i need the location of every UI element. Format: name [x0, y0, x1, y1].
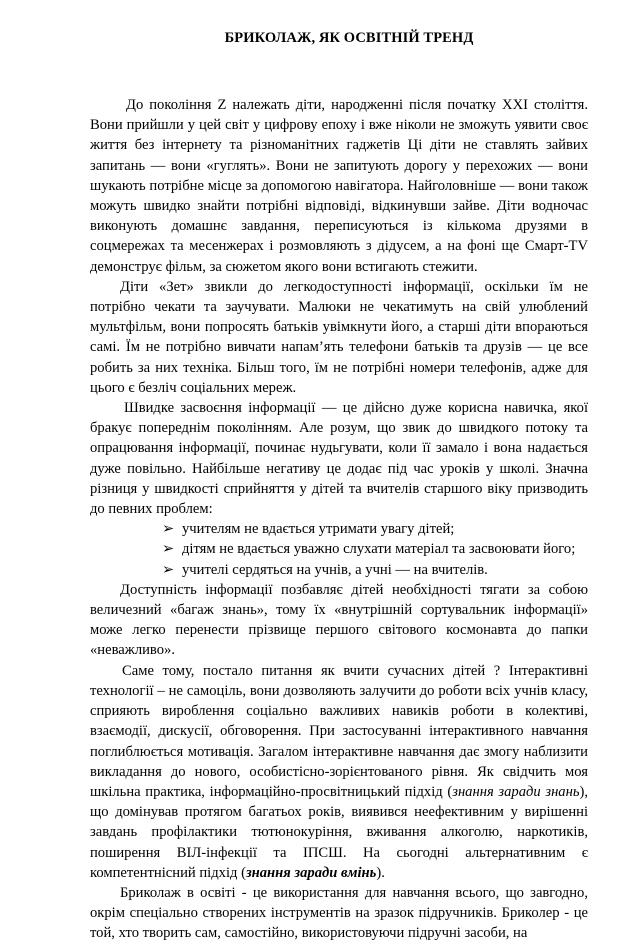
paragraph-5-part-a: Саме тому, постало питання як вчити сучасних дітей ? Інтерактивні технології – не самоціль, вони дозволяють залучити до роботи всіх учнів класу, сприяють вироблення соціально важливих навиків роботи в колективі, взаємодії, дискусії, обговорення. При застосуванні інтерактивного навчання поглиблюється мотивація. Загалом інтерактивне навчання дає змогу наблизити викладання до нового, особистісно-зорієнтованого рівня. Як свідчить моя шкільна практика, інформаційно-просвітницький підхід (	[90, 662, 588, 800]
paragraph-5-bold-italic: знання заради вмінь	[245, 864, 377, 881]
paragraph-5-part-c: ).	[376, 864, 385, 881]
arrow-bullet-icon: ➢	[162, 521, 175, 538]
document-body	[90, 95, 588, 944]
arrow-bullet-icon: ➢	[162, 561, 175, 578]
paragraph-3: Швидке засвоєння інформації — це дійсно дуже корисна навичка, якої бракує попереднім поколінням. Але розум, що звик до швидкого потоку та опрацювання інформації, починає нудьгувати, коли її замало і вона надається дуже повільно. Найбільше негативу це додає під час уроків у школі. Значна різниця у швидкості сприйняття у дітей та вчителів старшого віку призводить до певних проблем:	[90, 400, 588, 518]
list-item-text: дітям не вдається уважно слухати матеріал та засвоювати його;	[182, 541, 576, 558]
paragraph-5-part-b: ), що домінував протягом багатьох років, виявився неефективним у вирішенні завдань профілактики тютюнокуріння, вживання алкоголю, наркотиків, поширення ВІЛ-інфекції та ІПСШ. На сьогодні альтернативним є компетентнісний підхід (	[90, 783, 588, 881]
paragraph-5-italic: знання заради знань	[452, 783, 580, 800]
list-item	[162, 560, 588, 580]
problem-list	[90, 519, 588, 580]
arrow-bullet-icon: ➢	[162, 541, 175, 558]
paragraph-5	[90, 661, 588, 883]
paragraph-4: Доступність інформації позбавляє дітей необхідності тягати за собою величезний «багаж знань», тому їх «внутрішній сортувальник інформації» може легко перенести прізвище першого світового космонавта до папки «неважливо».	[90, 581, 588, 659]
document-title: БРИКОЛАЖ, ЯК ОСВІТНІЙ ТРЕНД	[224, 30, 474, 46]
list-item-text: учителям не вдається утримати увагу дітей;	[182, 521, 455, 538]
paragraph-1: До покоління Z належать діти, народженні після початку XXI століття. Вони прийшли у цей світ у цифрову епоху і вже ніколи не зможуть уявити своє життя без інтернету та різноманітних гаджетів Ці діти не ставлять зайвих запитань — вони «гуглять». Вони не запитують дорогу у перехожих — вони шукають потрібне місце за допомогою навігатора. Найголовніше — вони також можуть швидко знайти потрібні відповіді, відкинувши зайве. Діти водночас виконують домашнє завдання, переписуються із кількома друзями в соцмережах та месенжерах і розмовляють з дідусем, а на фоні ще Смарт-TV демонструє фільм, за сюжетом якого вони встигають стежити.	[90, 97, 588, 275]
list-item	[162, 519, 588, 539]
paragraph-2: Діти «Зет» звикли до легкодоступності інформації, оскільки їм не потрібно чекати та заучувати. Малюки не чекатимуть на свій улюблений мультфільм, вони попросять батьків увімкнути його, а старші діти впораються самі. Їм не потрібно вивчати напам’ять телефони батьків та друзів — це все робить за них техніка. Більш того, їм не потрібні номери телефонів, адже для цього є безліч соціальних мереж.	[90, 278, 588, 396]
list-item-text: учителі сердяться на учнів, а учні — на вчителів.	[182, 561, 488, 578]
paragraph-6: Бриколаж в освіті - це використання для навчання всього, що завгодно, окрім спеціально створених інструментів на зразок підручників. Бриколер - це той, хто творить сам, самостійно, використовуючи підручні засоби, на	[90, 884, 588, 942]
list-item	[162, 539, 588, 559]
